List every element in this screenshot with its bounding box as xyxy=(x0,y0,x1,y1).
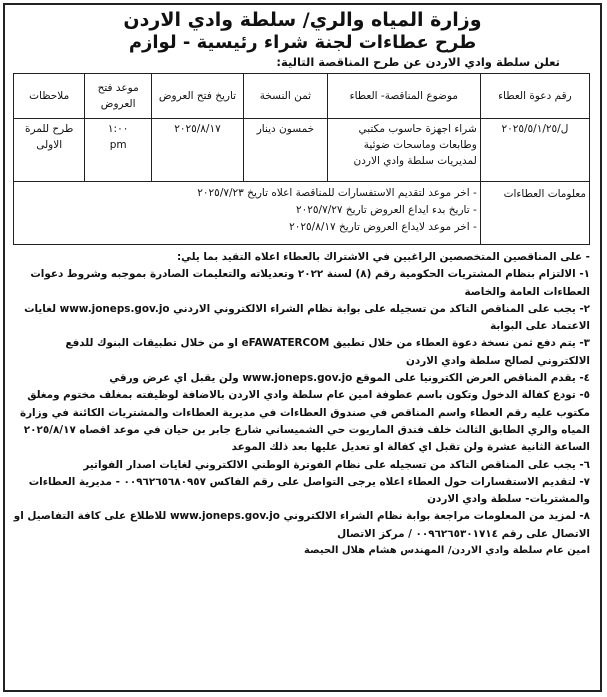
header-subject: موضوع المناقصة- العطاء xyxy=(327,74,480,119)
tender-table xyxy=(13,73,590,245)
condition-5: ٥- تودع كفالة الدخول وتكون باسم عطوفة امين عام سلطة وادي الاردن بالاضافة لوظيفته بمغلف مختوم ومغلق مكتوب عليه رقم العطاء واسم المناقص في صندوق العطاءات في مديرية العطاءات والمشتريات الكائنة في وزارة المياه والري الطابق الثالث خلف فندق الماريوت حي الشميساني شارع جابر بن حيان في موعد اقصاه ٢٠٢٥/٨/١٧ الساعة الثانية عشرة ولن تقبل اي كفالة او تعديل عليها بعد ذلك الموعد xyxy=(19,389,590,454)
cell-price: خمسون دينار xyxy=(243,119,327,182)
info-label: معلومات العطاءات xyxy=(480,182,589,245)
info-row xyxy=(14,182,590,245)
condition-7: ٧- لتقديم الاستفسارات حول العطاء اعلاه يرجى التواصل على رقم الفاكس ٠٠٩٦٢٦٥٦٨٠٩٥٧ - مديرية العطاءات والمشتريات- سلطة وادي الاردن xyxy=(28,475,590,506)
table-header-row xyxy=(14,74,590,119)
advertisement-frame xyxy=(3,3,602,692)
conditions-section xyxy=(5,245,600,543)
header-open-date: تاريخ فتح العروض xyxy=(151,74,243,119)
info-dates xyxy=(14,182,481,245)
info-line-start: - تاريخ بدء ايداع العروض تاريخ ٢٠٢٥/٧/٢٧ xyxy=(295,204,477,216)
cell-open-date: ٢٠٢٥/٨/١٧ xyxy=(151,119,243,182)
table-row xyxy=(14,119,590,182)
condition-1: ١- الالتزام بنظام المشتريات الحكومية رقم (٨) لسنة ٢٠٢٢ وتعديلاته والتعليمات الصادرة بموجبه وشروط دعوات العطاءات العامة والخاصة xyxy=(30,268,590,298)
open-time-value: ١:٠٠ xyxy=(107,123,129,135)
header-price: ثمن النسخة xyxy=(243,74,327,119)
condition-4: ٤- يقدم المناقص العرض الكترونيا على الموقع www.joneps.gov.jo ولن يقبل اي عرض ورقي xyxy=(109,372,590,385)
header-open-time: موعد فتح العروض xyxy=(85,74,152,119)
condition-2: ٢- يجب على المناقص التاكد من تسجيله على بوابة نظام الشراء الالكتروني الاردني www.joneps.gov.jo لغايات الاعتماد على البوابة xyxy=(24,302,590,333)
tender-announcement-title: طرح عطاءات لجنة شراء رئيسية - لوازم xyxy=(128,32,477,53)
cell-tender-no xyxy=(480,119,589,182)
condition-8: ٨- لمزيد من المعلومات مراجعة بوابة نظام الشراء الالكتروني www.joneps.gov.jo للاطلاع على كافة التفاصيل او الاتصال على رقم ٠٠٩٦٢٦٥٣٠١٧١٤ / مركز الاتصال xyxy=(13,510,590,540)
open-time-unit: pm xyxy=(109,139,127,151)
condition-6: ٦- يجب على المناقص التاكد من تسجيله على نظام الفوترة الوطني الالكتروني لغايات اصدار الفواتير xyxy=(83,458,590,471)
cell-open-time xyxy=(85,119,152,182)
header-notes: ملاحظات xyxy=(14,74,85,119)
cell-subject: شراء اجهزة حاسوب مكتبي وطابعات وماسحات ضوئية لمديريات سلطة وادي الاردن xyxy=(327,119,480,182)
signature: امين عام سلطة وادي الاردن/ المهندس هشام هلال الحيصة xyxy=(303,545,590,557)
conditions-intro: - على المناقصين المتخصصين الراغبين في الاشتراك بالعطاء اعلاه التقيد بما يلي: xyxy=(176,251,590,263)
ministry-title: وزارة المياه والري/ سلطة وادي الاردن xyxy=(123,9,482,31)
cell-notes: طرح للمرة الاولى xyxy=(14,119,85,182)
condition-3: ٣- يتم دفع ثمن نسخة دعوة العطاء من خلال تطبيق eFAWATERCOM او من خلال تطبيقات البنوك للدفع الالكتروني لصالح سلطة وادي الاردن xyxy=(65,337,590,367)
intro-text: تعلن سلطة وادي الاردن عن طرح المناقصة التالية: xyxy=(276,55,560,69)
header-tender-no: رقم دعوة العطاء xyxy=(480,74,589,119)
info-line-inquiries: - اخر موعد لتقديم الاستفسارات للمناقصة اعلاه تاريخ ٢٠٢٥/٧/٢٣ xyxy=(197,187,477,199)
info-line-deadline: - اخر موعد لايداع العروض تاريخ ٢٠٢٥/٨/١٧ xyxy=(289,221,477,233)
tender-no-value: ل/٢٠٢٥/٥/١/٢٥ xyxy=(501,123,569,135)
